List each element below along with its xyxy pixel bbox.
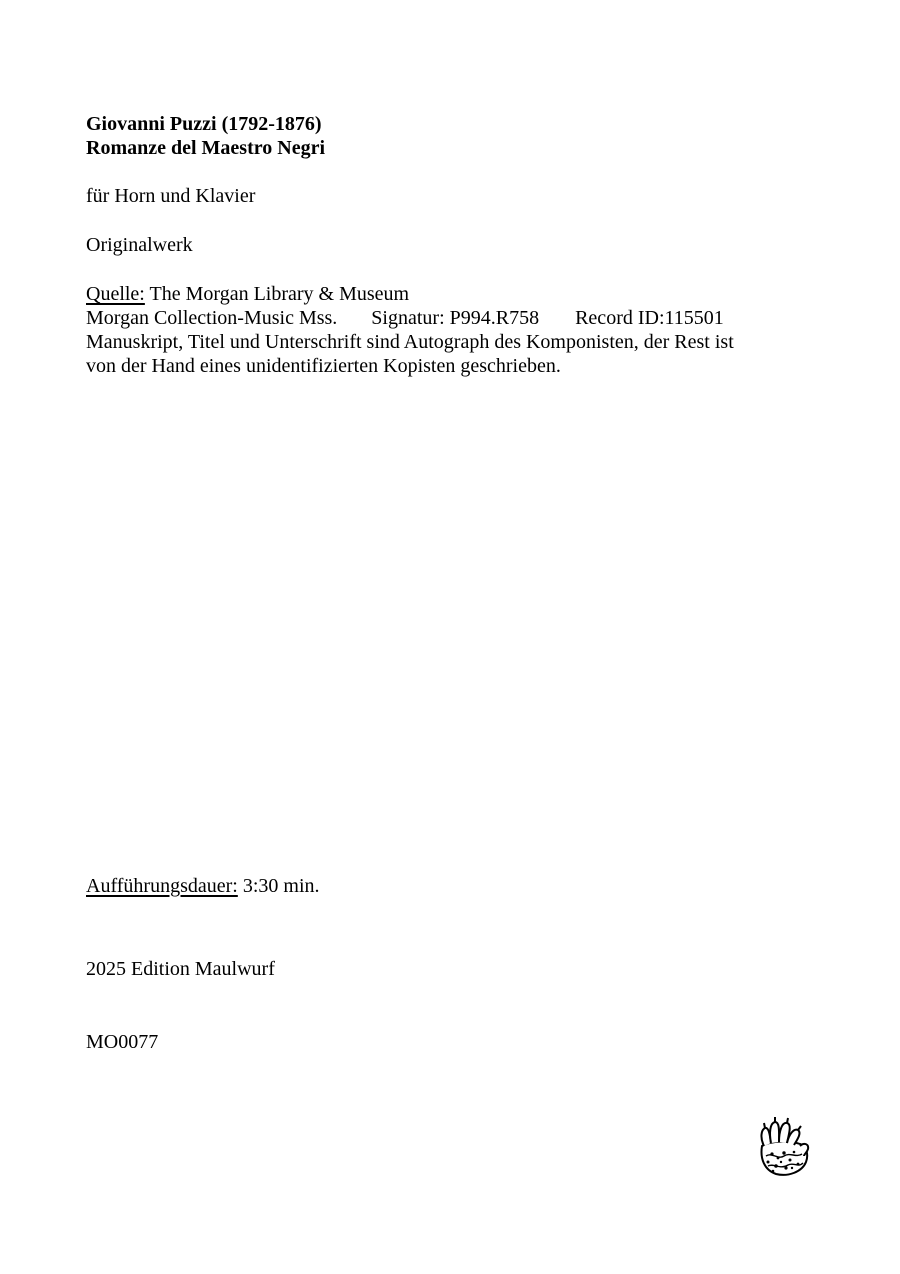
source-shelfmark: Signatur: P994.R758: [371, 307, 540, 329]
source-record-id: Record ID:115501: [575, 307, 724, 329]
duration-value: 3:30 min.: [242, 875, 320, 897]
source-label: Quelle:: [86, 283, 145, 305]
duration-label: Aufführungsdauer:: [86, 875, 238, 897]
work-title: Romanze del Maestro Negri: [86, 137, 326, 159]
duration-line: [86, 874, 320, 898]
source-note-line-2: von der Hand eines unidentifizierten Kopisten geschrieben.: [86, 355, 561, 377]
source-line: [86, 282, 409, 306]
composer-heading: Giovanni Puzzi (1792-1876): [86, 113, 322, 135]
source-details: [86, 306, 724, 330]
catalog-number: MO0077: [86, 1031, 159, 1053]
source-note-line-1: Manuskript, Titel und Unterschrift sind Autograph des Komponisten, der Rest ist: [86, 331, 734, 353]
mole-paw-icon: [748, 1116, 812, 1180]
instrumentation: für Horn und Klavier: [86, 185, 256, 207]
work-type: Originalwerk: [86, 234, 193, 256]
source-library: The Morgan Library & Museum: [149, 283, 410, 305]
source-collection: Morgan Collection-Music Mss.: [86, 307, 338, 329]
publisher-line: 2025 Edition Maulwurf: [86, 958, 275, 980]
